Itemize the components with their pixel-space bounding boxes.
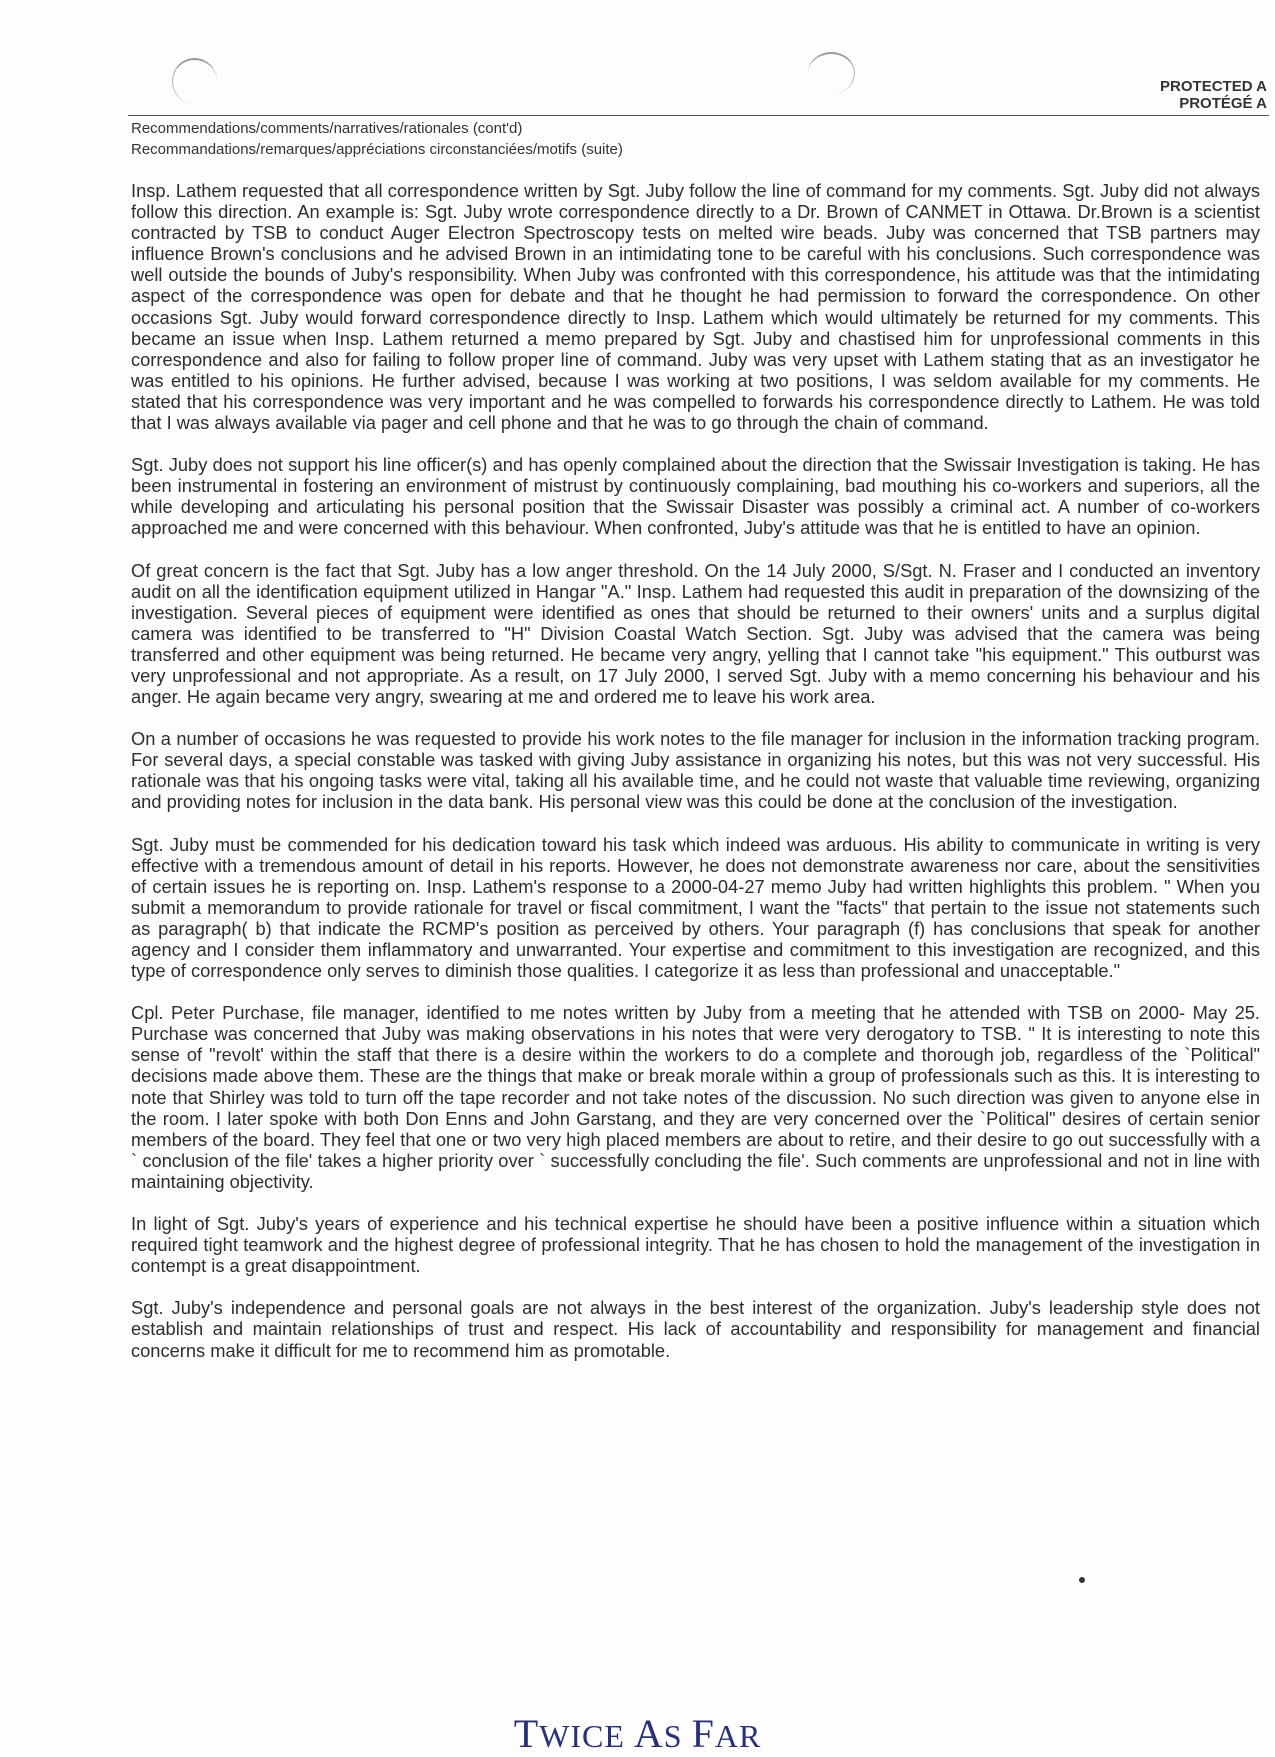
paragraph-anger-threshold: Of great concern is the fact that Sgt. Juby has a low anger threshold. On the 14 July 2000, S/Sgt. N. Fraser and I conducted an inventory audit on all the identification equipment utilized in Hangar "A." Insp. Lathem had requested this audit in preparation of the downsizing of the investigation. Several pieces of equipment were identified as ones that should be returned to their owners' units and a surplus digital camera was identified to be transferred to "H" Division Coastal Watch Section. Sgt. Juby was advised that the camera was being transferred and other equipment was being returned. He became very angry, yelling that I cannot take "his equipment." This outburst was very unprofessional and not appropriate. As a result, on 17 July 2000, I served Sgt. Juby with a memo concerning his behaviour and his anger. He again became very angry, swearing at me and ordered me to leave his work area. bbox=[131, 559, 1260, 708]
section-header-french: Recommandations/remarques/appréciations circonstanciées/motifs (suite) bbox=[131, 141, 623, 158]
document-body bbox=[131, 180, 1260, 1382]
section-header bbox=[131, 118, 623, 160]
scan-speck bbox=[1079, 1577, 1085, 1583]
classification-marking bbox=[1160, 78, 1267, 112]
header-divider bbox=[128, 115, 1269, 116]
paragraph-work-notes: On a number of occasions he was requested to provide his work notes to the file manager for inclusion in the information tracking program. For several days, a special constable was tasked with giving Juby assistance in organizing his notes, but this was not very successful. His rationale was that his ongoing tasks were vital, taking all his available time, and he could not waste that valuable time reviewing, organizing and providing notes for inclusion in the data bank. His personal view was this could be done at the conclusion of the investigation. bbox=[131, 728, 1260, 813]
punch-hole-mark bbox=[808, 52, 855, 94]
section-header-english: Recommendations/comments/narratives/rationales (cont'd) bbox=[131, 120, 523, 137]
paragraph-line-officer-support: Sgt. Juby does not support his line officer(s) and has openly complained about the direction that the Swissair Investigation is taking. He has been instrumental in fostering an environment of mistrust by continuously complaining, bad mouthing his co-workers and superiors, all the while developing and articulating his personal position that the Swissair Disaster was possibly a criminal act. A number of co-workers approached me and were concerned with this behaviour. When confronted, Juby's attitude was that he is entitled to have an opinion. bbox=[131, 454, 1260, 539]
paragraph-file-manager-notes: Cpl. Peter Purchase, file manager, identified to me notes written by Juby from a meeting that he attended with TSB on 2000- May 25. Purchase was concerned that Juby was making observations in his notes that were very derogatory to TSB. " It is interesting to note this sense of "revolt' within the staff that there is a desire within the workers to do a complete and thorough job, regardless of the `Political" decisions made above them. These are the things that make or break morale within a group of professionals such as this. It is interesting to note that Shirley was told to turn off the tape recorder and not take notes of the discussion. No such direction was given to anyone else in the room. I later spoke with both Don Enns and John Garstang, and they are very concerned over the `Political" desires of certain senior members of the board. They feel that one or two very high placed members are about to retire, and their desire to go out successfully with a ` conclusion of the file' takes a higher priority over ` successfully concluding the file'. Such comments are unprofessional and not in line with maintaining objectivity. bbox=[131, 1002, 1260, 1192]
classification-french: PROTÉGÉ A bbox=[1179, 95, 1267, 112]
paragraph-experience: In light of Sgt. Juby's years of experience and his technical expertise he should have been a positive influence within a situation which required tight teamwork and the highest degree of professional integrity. That he has chosen to hold the management of the investigation in contempt is a great disappointment. bbox=[131, 1213, 1260, 1277]
classification-english: PROTECTED A bbox=[1160, 78, 1267, 95]
paragraph-conclusion: Sgt. Juby's independence and personal goals are not always in the best interest of the organization. Juby's leadership style does not establish and maintain relationships of trust and respect. His lack of accountability and responsibility for management and financial concerns make it difficult for me to recommend him as promotable. bbox=[131, 1297, 1260, 1361]
footer-logo: TWICE AS FAR bbox=[513, 1711, 762, 1756]
paragraph-line-of-command: Insp. Lathem requested that all correspondence written by Sgt. Juby follow the line of command for my comments. Sgt. Juby did not always follow this direction. An example is: Sgt. Juby wrote correspondence directly to a Dr. Brown of CANMET in Ottawa. Dr.Brown is a scientist contracted by TSB to conduct Auger Electron Spectroscopy tests on melted wire beads. Juby was concerned that TSB partners may influence Brown's conclusions and he advised Brown in an intimidating tone to be careful with his conclusions. Such correspondence was well outside the bounds of Juby's responsibility. When Juby was confronted with this correspondence, his attitude was that the intimidating aspect of the correspondence was open for debate and that he thought he had permission to forward the correspondence. On other occasions Sgt. Juby would forward correspondence directly to Insp. Lathem which would ultimately be returned for my comments. This became an issue when Insp. Lathem returned a memo prepared by Sgt. Juby and chastised him for unprofessional comments in this correspondence and also for failing to follow proper line of command. Juby was very upset with Lathem stating that as an investigator he was entitled to his opinions. He further advised, because I was working at two positions, I was seldom available for my comments. He stated that his correspondence was very important and he was compelled to forwards his correspondence directly to Lathem. He was told that I was always available via pager and cell phone and that he was to go through the chain of command. bbox=[131, 180, 1260, 434]
paragraph-dedication: Sgt. Juby must be commended for his dedication toward his task which indeed was arduous. His ability to communicate in writing is very effective with a tremendous amount of detail in his reports. However, he does not demonstrate awareness nor care, about the sensitivities of certain issues he is reporting on. Insp. Lathem's response to a 2000-04-27 memo Juby had written highlights this problem. " When you submit a memorandum to provide rationale for travel or fiscal commitment, I want the "facts" that pertain to the issue not statements such as paragraph( b) that indicate the RCMP's position as perceived by others. Your paragraph (f) has conclusions that speak for another agency and I consider them inflammatory and unwarranted. Your expertise and commitment to this investigation are recognized, and this type of correspondence only serves to diminish those qualities. I categorize it as less than professional and unacceptable." bbox=[131, 833, 1260, 982]
punch-hole-mark bbox=[172, 58, 217, 104]
